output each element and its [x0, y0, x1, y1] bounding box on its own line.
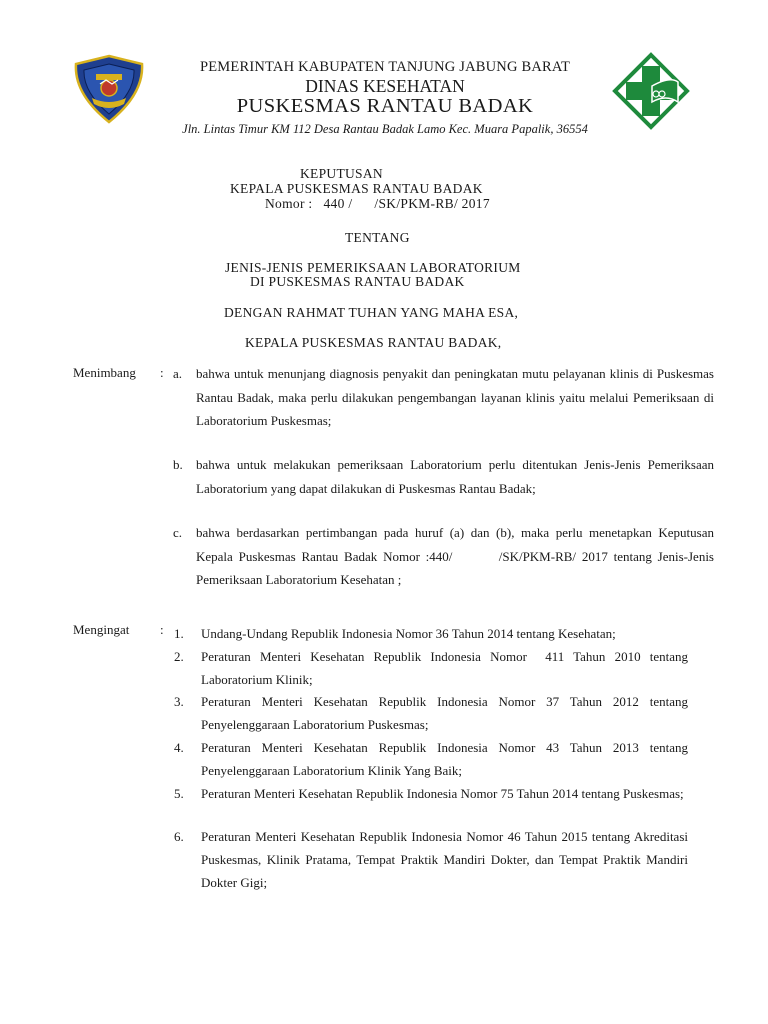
- menimbang-marker: b.: [173, 457, 183, 472]
- decree-issuer: KEPALA PUSKESMAS RANTAU BADAK: [230, 181, 483, 196]
- subject-line-1: JENIS-JENIS PEMERIKSAAN LABORATORIUM: [225, 260, 521, 275]
- mengingat-marker: 5.: [174, 786, 184, 801]
- letterhead-agency: DINAS KESEHATAN: [305, 76, 465, 96]
- mengingat-item: Peraturan Menteri Kesehatan Republik Indonesia Nomor 43 Tahun 2013 tentang Penyelenggaraan Laboratorium Klinik Yang Baik;: [201, 740, 688, 778]
- mengingat-label: Mengingat: [73, 622, 130, 637]
- menimbang-item: bahwa berdasarkan pertimbangan pada huruf (a) dan (b), maka perlu menetapkan Keputusan Kepala Puskesmas Rantau Badak Nomor :440/ /SK/PKM-RB/ 2017 tentang Jenis-Jenis Pemeriksaan Laboratorium Kesehatan ;: [196, 525, 718, 587]
- about-heading: TENTANG: [345, 230, 410, 245]
- letterhead-address: Jln. Lintas Timur KM 112 Desa Rantau Badak Lamo Kec. Muara Papalik, 36554: [182, 122, 588, 136]
- mengingat-marker: 2.: [174, 649, 184, 664]
- letterhead-institution: PUSKESMAS RANTAU BADAK: [236, 95, 534, 117]
- mengingat-item: Peraturan Menteri Kesehatan Republik Indonesia Nomor 37 Tahun 2012 tentang Penyelenggaraan Laboratorium Puskesmas;: [201, 694, 688, 732]
- menimbang-marker: c.: [173, 525, 183, 540]
- menimbang-colon: :: [160, 365, 164, 380]
- regency-emblem-icon: [72, 54, 146, 124]
- subject-line-2: DI PUSKESMAS RANTAU BADAK: [250, 274, 465, 289]
- mengingat-colon: :: [160, 622, 164, 637]
- mengingat-marker: 1.: [174, 626, 184, 641]
- mengingat-marker: 6.: [174, 829, 184, 844]
- menimbang-item: bahwa untuk menunjang diagnosis penyakit dan peningkatan mutu pelayanan klinis di Puskesmas Rantau Badak, maka perlu dilakukan pengembangan layanan klinis yaitu melalui Pemeriksaan di Laboratorium Puskesmas;: [196, 366, 714, 428]
- decree-heading: KEPUTUSAN: [300, 166, 383, 181]
- mengingat-marker: 3.: [174, 694, 184, 709]
- mengingat-item: Peraturan Menteri Kesehatan Republik Indonesia Nomor 46 Tahun 2015 tentang Akreditasi Puskesmas, Klinik Pratama, Tempat Praktik Mandiri Dokter, dan Tempat Praktik Mandiri Dokter Gigi;: [201, 829, 688, 890]
- letterhead-government: PEMERINTAH KABUPATEN TANJUNG JABUNG BARAT: [199, 59, 571, 75]
- mengingat-item: Peraturan Menteri Kesehatan Republik Indonesia Nomor 411 Tahun 2010 tentang Laboratorium Klinik;: [201, 649, 692, 687]
- invocation: DENGAN RAHMAT TUHAN YANG MAHA ESA,: [224, 305, 519, 320]
- menimbang-label: Menimbang: [73, 365, 136, 380]
- mengingat-marker: 4.: [174, 740, 184, 755]
- puskesmas-logo-icon: [612, 52, 690, 130]
- menimbang-marker: a.: [173, 366, 183, 381]
- mengingat-item: Peraturan Menteri Kesehatan Republik Indonesia Nomor 75 Tahun 2014 tentang Puskesmas;: [201, 786, 684, 801]
- decree-number: Nomor : 440 / /SK/PKM-RB/ 2017: [265, 196, 490, 211]
- mengingat-item: Undang-Undang Republik Indonesia Nomor 36 Tahun 2014 tentang Kesehatan;: [201, 626, 616, 641]
- menimbang-item: bahwa untuk melakukan pemeriksaan Laboratorium perlu ditentukan Jenis-Jenis Pemeriksaan Laboratorium yang dapat dilakukan di Puskesmas Rantau Badak;: [196, 457, 714, 496]
- issuer-signoff: KEPALA PUSKESMAS RANTAU BADAK,: [245, 335, 502, 350]
